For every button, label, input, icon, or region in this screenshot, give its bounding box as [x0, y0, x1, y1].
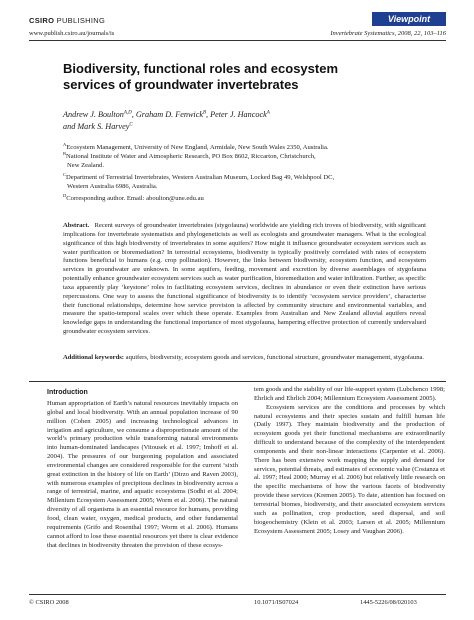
affiliation-a: $^A$Ecosystem Management, University of New England, Armidale, New South Wales 2350, Australia. — [63, 142, 329, 152]
doi[interactable]: 10.1071/IS07024 — [254, 599, 299, 606]
abstract-text: Recent surveys of groundwater invertebrates (stygofauna) worldwide are yielding rich troves of biodiversity, with significant implications for invertebrate systematists and phylogeneticists as well as ecologists and groundwater managers. What is the ecological significance of this high biodiversity of invertebrates in some aquifers? How might it influence groundwater ecosystem services such as water purification or bioremediation? In terrestrial ecosystems, biodiversity is typically positively correlated with rates of ecosystem functions beneficial to humans (e.g. crop pollination). However, the links between biodiversity, ecosystem function, and ecosystem services in groundwater are unknown. In some aquifers, feeding, movement and excretion by diverse assemblages of stygofauna potentially enhance groundwater ecosystem services such as water purification, bioremediation and water infiltration. Further, as specific taxa apparently play ‘keystone’ roles in facilitating ecosystem services, declines in abundance or even their extinction have serious repercussions. One way to assess the functional significance of biodiversity is to identify ‘ecosystem service providers’, characterise their functional relationships, determine how service provision is affected by community structure and environmental variables, and measure the spatio-temporal scales over which these operate. Examples from Australian and New Zealand alluvial aquifers reveal knowledge gaps in understanding the functional importance of most stygofauna, hampering effective protection of currently undervalued groundwater ecosystem services. — [63, 222, 426, 336]
footer-rule — [29, 594, 446, 595]
header-rule — [29, 40, 446, 41]
intro-paragraph-1: Human appropriation of Earth’s natural resources inevitably impacts on global and local biodiversity. With an annual population increase of 90 million (Cohen 2005) and increasing technological advances in irrigation and agriculture, we consume a disproportionate amount of the world’s primary production while transforming natural environments into human-dominated landscapes (Vitousek et al. 1997; Imhoff et al. 2004). The pressures of our burgeoning population and associated environmental changes are considered responsible for the current ‘sixth great extinction in the history of life on Earth’ (Dirzo and Raven 2003), with numerous examples of precipitous declines in biodiversity across a range of terrestrial, marine, and aquatic ecosystems (Sodhi et al. 2004; Millenium Ecosystem Assessment 2005; Worm et al. 2006). The natural diversity of all organisms is an essential resource for humans, providing food, clean water, oxygen, medical products, and other fundamental requirements (Grifo and Rosenthal 1997; Worm et al. 2006). Humans cannot afford to lose these essential resources yet there is clear evidence that declines in biodiversity threaten the provision of these ecosys- — [47, 400, 238, 549]
publisher-name: CSIRO PUBLISHING — [29, 16, 106, 25]
article-title: Biodiversity, functional roles and ecosystem services of groundwater invertebrates — [63, 61, 339, 92]
abstract — [63, 222, 426, 337]
affiliation-d: $^D$Corresponding author. Email: aboulton@une.edu.au — [63, 193, 204, 203]
keywords-text: aquifers, biodiversity, ecosystem goods and services, functional structure, groundwater management, stygofauna. — [125, 354, 425, 361]
abstract-label: Abstract. — [63, 222, 90, 229]
keywords-label: Additional keywords: — [63, 354, 125, 361]
intro-paragraph-1-continued: tem goods and the stability of our life-support system (Lubchenco 1998; Ehrlich and Ehrlich 2004; Millennium Ecosystem Assessment 2005). — [254, 386, 445, 402]
affiliation-c: $^C$Department of Terrestrial Invertebrates, Western Australian Museum, Locked Bag 49, Welshpool DC, Western Australia 6986, Australia. — [63, 172, 335, 191]
body-rule — [29, 381, 446, 382]
introduction-heading: Introduction — [47, 389, 88, 396]
author-3: Peter J. Hancock$^A$ — [210, 109, 270, 119]
journal-url[interactable]: www.publish.csiro.au/journals/is — [29, 30, 115, 37]
copyright: © CSIRO 2008 — [29, 599, 69, 606]
author-list — [63, 107, 403, 132]
body-column-left — [47, 400, 238, 550]
author-1: Andrew J. Boulton$^{A,D}$, — [63, 109, 136, 119]
author-4: and Mark S. Harvey$^C$ — [63, 122, 133, 132]
issn: 1445-5226/08/020103 — [360, 599, 417, 606]
intro-paragraph-2: Ecosystem services are the conditions and processes by which natural ecosystems and their species sustain and fulfill human life (Daily 1997). They maintain biodiversity and the production of ecosystem goods yet their functional mechanisms are extraordinarily difficult to understand because of the complexity of the interdependent components and their non-linear interactions (Carpenter et al. 2006). There has been extensive work mapping the supply and demand for services, potential threats, and estimates of economic value (Costanza et al. 1997; Heal 2000; Murray et al. 2006) but relatively little research on the specific mechanisms of how the various facets of biodiversity provide these services (Kremen 2005). To date, attention has focused on terrestrial biomes, biodiversity, and their associated ecosystem services such as pollination, crop production, seed dispersal, and soil biogeochemistry (Klein et al. 2003; Larsen et al. 2005; Millennium Ecosystem Assessment 2005; Losey and Vaughan 2006). — [254, 403, 445, 535]
section-tag: Viewpoint — [372, 12, 446, 26]
affiliation-b: $^B$National Institute of Water and Atmospheric Research, PO Box 8602, Riccarton, Christchurch, New Zealand. — [63, 151, 316, 170]
author-2: Graham D. Fenwick$^B$, — [135, 109, 211, 119]
journal-reference: Invertebrate Systematics, 2008, 22, 103–116 — [330, 30, 446, 37]
keywords — [63, 354, 426, 363]
body-column-right — [254, 386, 445, 536]
